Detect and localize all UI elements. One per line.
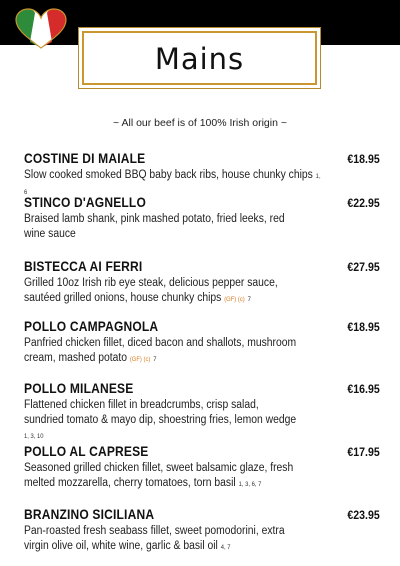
menu-item (24, 443, 380, 492)
item-allergens: 1, 6 (24, 173, 321, 196)
item-price: €27.95 (347, 260, 380, 274)
menu-item (24, 318, 380, 367)
title-frame (78, 27, 321, 89)
menu-item (24, 506, 380, 555)
item-description (24, 398, 299, 444)
item-description-text: Braised lamb shank, pink mashed potato, fried leeks, red wine sauce (24, 213, 285, 240)
item-price: €16.95 (347, 382, 380, 396)
item-allergens: 1, 3, 6, 7 (238, 481, 262, 488)
menu-item (24, 194, 380, 242)
item-description (24, 461, 299, 492)
item-gf-tag: (GF) (c) (129, 356, 151, 363)
page-title: Mains (154, 42, 245, 76)
item-description-text: Panfried chicken fillet, diced bacon and shallots, mushroom cream, mashed potato (24, 337, 297, 364)
item-description-text: Flattened chicken fillet in breadcrumbs, crisp salad, sundried tomato & mayo dip, shoestring fries, lemon wedge (24, 399, 297, 426)
beef-origin-note: ~ All our beef is of 100% Irish origin ~ (113, 117, 287, 129)
item-description (24, 524, 299, 555)
italian-heart-logo-icon (10, 8, 72, 52)
item-price: €18.95 (347, 320, 380, 334)
item-name: POLLO CAMPAGNOLA (24, 318, 159, 334)
item-description (24, 336, 299, 367)
item-price: €23.95 (347, 508, 380, 522)
item-name: BRANZINO SICILIANA (24, 506, 155, 522)
item-description-text: Slow cooked smoked BBQ baby back ribs, house chunky chips (24, 169, 313, 181)
item-name: STINCO D'AGNELLO (24, 194, 147, 210)
menu-item (24, 150, 380, 200)
item-description (24, 276, 299, 307)
item-name: POLLO MILANESE (24, 380, 134, 396)
item-name: COSTINE DI MAIALE (24, 150, 146, 166)
item-allergens: 4, 7 (220, 544, 231, 551)
item-name: BISTECCA AI FERRI (24, 258, 143, 274)
item-price: €18.95 (347, 152, 380, 166)
item-allergens: 7 (247, 296, 251, 303)
item-description-text: Grilled 10oz Irish rib eye steak, delicious pepper sauce, sautéed grilled onions, house chunky chips (24, 277, 278, 304)
item-description-text: Pan-roasted fresh seabass fillet, sweet pomodorini, extra virgin olive oil, white wine, garlic & basil oil (24, 525, 285, 552)
item-description-text: Seasoned grilled chicken fillet, sweet balsamic glaze, fresh melted mozzarella, cherry tomatoes, torn basil (24, 462, 294, 489)
item-price: €17.95 (347, 445, 380, 459)
item-allergens: 1, 3, 10 (24, 433, 44, 440)
menu-item (24, 380, 380, 444)
item-description (24, 212, 299, 242)
item-allergens: 7 (153, 356, 157, 363)
item-price: €22.95 (347, 196, 380, 210)
item-name: POLLO AL CAPRESE (24, 443, 149, 459)
menu-item (24, 258, 380, 307)
item-gf-tag: (GF) (c) (224, 296, 245, 303)
